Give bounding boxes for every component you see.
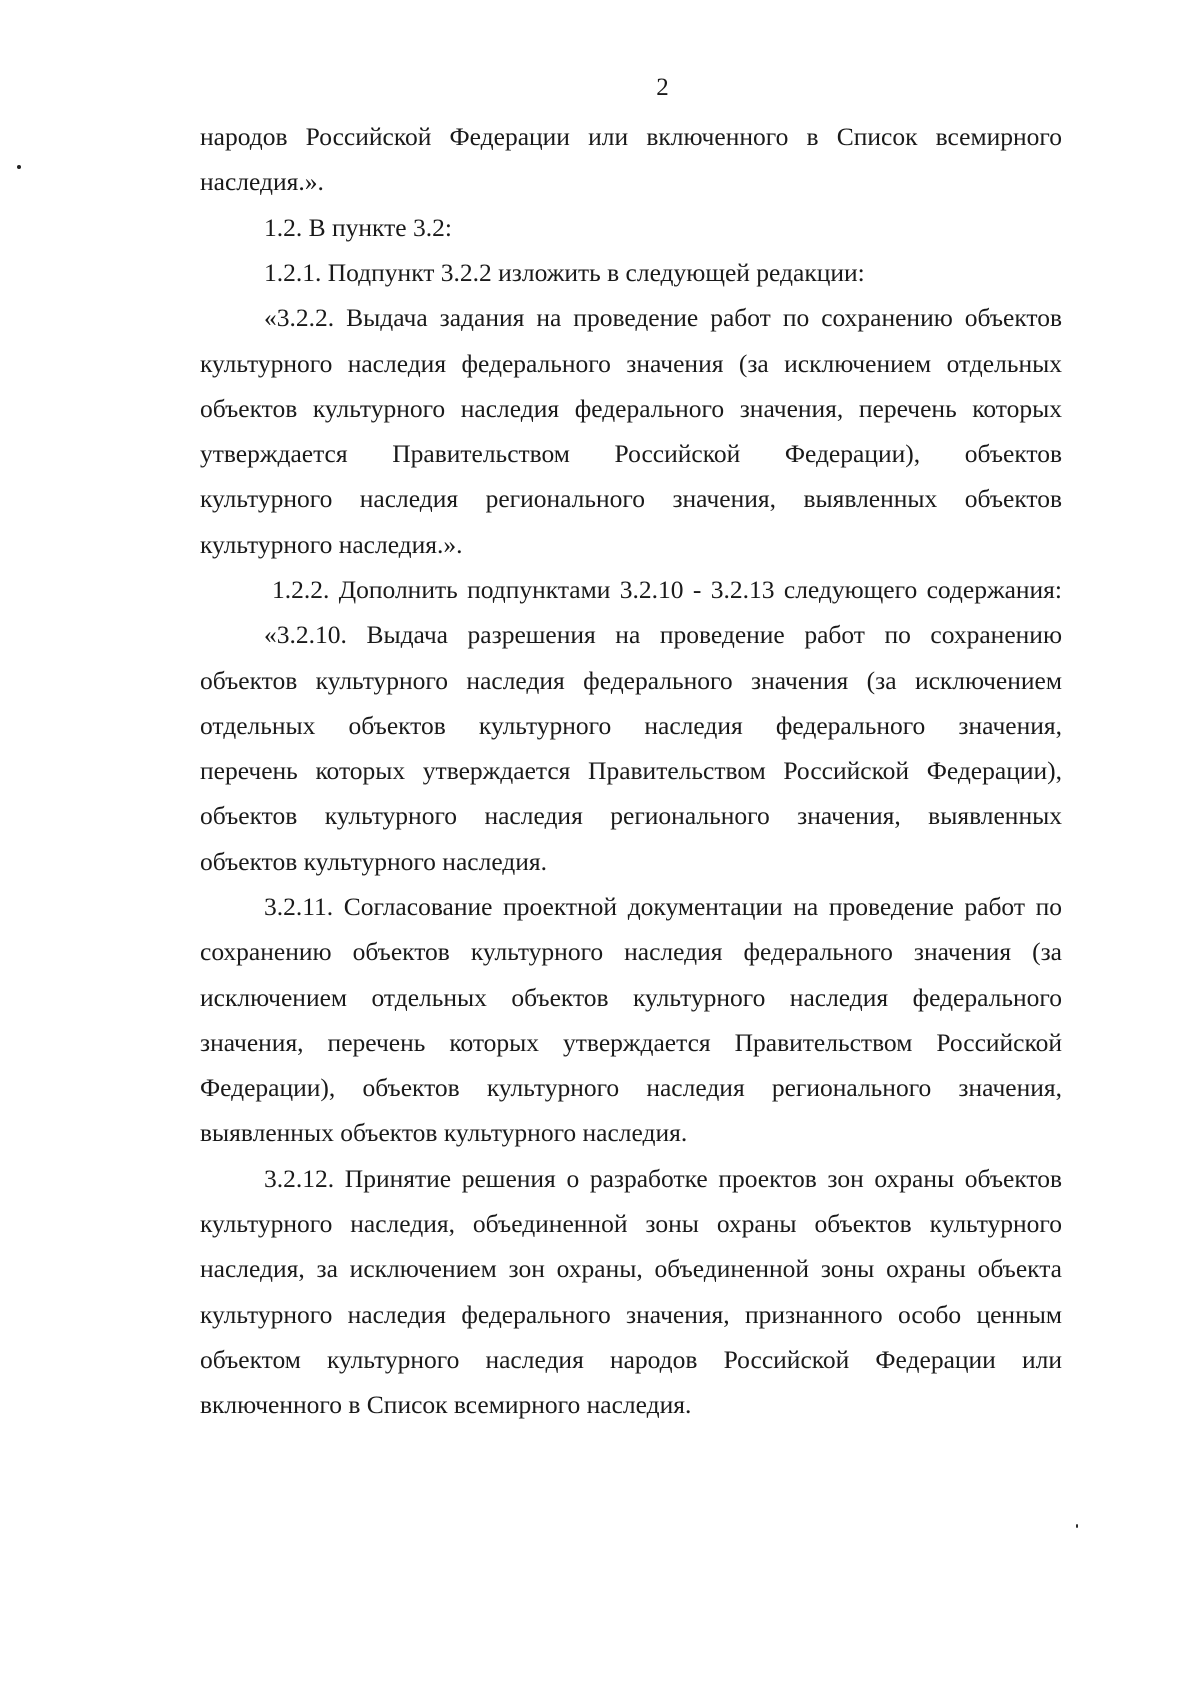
text-line: «3.2.10. Выдача разрешения на проведение работ по сохранению bbox=[264, 620, 1062, 649]
text-line: Федерации), объектов культурного наследия регионального значения, bbox=[200, 1073, 1062, 1102]
text-line: отдельных объектов культурного наследия федерального значения, bbox=[200, 711, 1062, 740]
text-line: 1.2.2. Дополнить подпунктами 3.2.10 - 3.2.13 следующего содержания: bbox=[272, 575, 1062, 604]
text-line: объектов культурного наследия регионального значения, выявленных bbox=[200, 801, 1062, 830]
text-line: «3.2.2. Выдача задания на проведение работ по сохранению объектов bbox=[264, 303, 1062, 332]
text-line: культурного наследия, объединенной зоны охраны объектов культурного bbox=[200, 1209, 1062, 1238]
text-line: культурного наследия.». bbox=[200, 530, 463, 559]
page-number: 2 bbox=[656, 74, 669, 101]
text-line: выявленных объектов культурного наследия. bbox=[200, 1118, 688, 1147]
text-line: объектом культурного наследия народов Российской Федерации или bbox=[200, 1345, 1062, 1374]
text-line: объектов культурного наследия. bbox=[200, 847, 548, 876]
scan-speck bbox=[1076, 1524, 1078, 1528]
text-line: сохранению объектов культурного наследия федерального значения (за bbox=[200, 937, 1062, 966]
text-line: утверждается Правительством Российской Федерации), объектов bbox=[200, 439, 1062, 468]
text-line: 3.2.12. Принятие решения о разработке проектов зон охраны объектов bbox=[264, 1164, 1062, 1193]
text-line: исключением отдельных объектов культурного наследия федерального bbox=[200, 983, 1062, 1012]
text-line: значения, перечень которых утверждается Правительством Российской bbox=[200, 1028, 1062, 1057]
text-line: 1.2.1. Подпункт 3.2.2 изложить в следующей редакции: bbox=[264, 258, 865, 287]
text-line: культурного наследия федерального значения, признанного особо ценным bbox=[200, 1300, 1062, 1329]
text-line: наследия.». bbox=[200, 167, 324, 196]
text-line: культурного наследия регионального значения, выявленных объектов bbox=[200, 484, 1062, 513]
text-line: 3.2.11. Согласование проектной документации на проведение работ по bbox=[264, 892, 1062, 921]
text-line: объектов культурного наследия федерального значения (за исключением bbox=[200, 666, 1062, 695]
text-line: включенного в Список всемирного наследия. bbox=[200, 1390, 692, 1419]
text-line: 1.2. В пункте 3.2: bbox=[264, 213, 452, 242]
text-line: культурного наследия федерального значения (за исключением отдельных bbox=[200, 349, 1062, 378]
text-line: народов Российской Федерации или включенного в Список всемирного bbox=[200, 122, 1062, 151]
text-line: объектов культурного наследия федерального значения, перечень которых bbox=[200, 394, 1062, 423]
text-line: перечень которых утверждается Правительством Российской Федерации), bbox=[200, 756, 1062, 785]
scan-speck bbox=[17, 165, 21, 169]
text-line: наследия, за исключением зон охраны, объединенной зоны охраны объекта bbox=[200, 1254, 1062, 1283]
